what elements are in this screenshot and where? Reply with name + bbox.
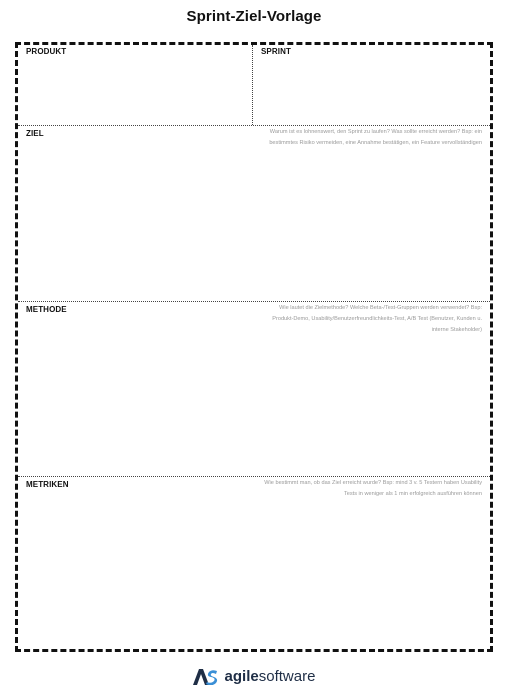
metriken-label: METRIKEN bbox=[26, 480, 69, 489]
sprint-section[interactable] bbox=[253, 45, 490, 125]
methode-hint: Wie lautet die Zielmethode? Welche Beta-/Test-Gruppen werden verwendet? Bsp: Produkt-Demo, Usability/Benutzerfreundlichkeits-Test, A/B Test (Benutzer, Kunden u. interne Stakeholder) bbox=[272, 305, 482, 333]
methode-section[interactable] bbox=[18, 302, 490, 476]
logo-text-software: software bbox=[258, 668, 316, 685]
page-title: Sprint-Ziel-Vorlage bbox=[186, 8, 322, 25]
template-frame bbox=[15, 42, 493, 652]
metriken-hint: Wie bestimmt man, ob das Ziel erreicht wurde? Bsp: mind 3 v. 5 Testern haben Usability Tests in weniger als 1 min erfolgreich ausführen können bbox=[264, 480, 482, 497]
agilesoftware-logo bbox=[0, 668, 508, 689]
methode-label: METHODE bbox=[26, 305, 67, 314]
sprint-label: SPRINT bbox=[261, 47, 291, 56]
produkt-section[interactable] bbox=[18, 45, 252, 125]
ziel-section[interactable] bbox=[18, 126, 490, 301]
metriken-section[interactable] bbox=[18, 477, 490, 649]
logo-text-agile: agile bbox=[224, 668, 259, 685]
ziel-label: ZIEL bbox=[26, 129, 44, 138]
agilesoftware-logo-mark-icon bbox=[193, 669, 219, 685]
ziel-hint: Warum ist es lohnenswert, den Sprint zu laufen? Was sollte erreicht werden? Bsp: ein bestimmtes Risiko vermeiden, eine Annahme bestätigen, ein Feature vervollständigen bbox=[269, 129, 482, 146]
produkt-label: PRODUKT bbox=[26, 47, 67, 56]
